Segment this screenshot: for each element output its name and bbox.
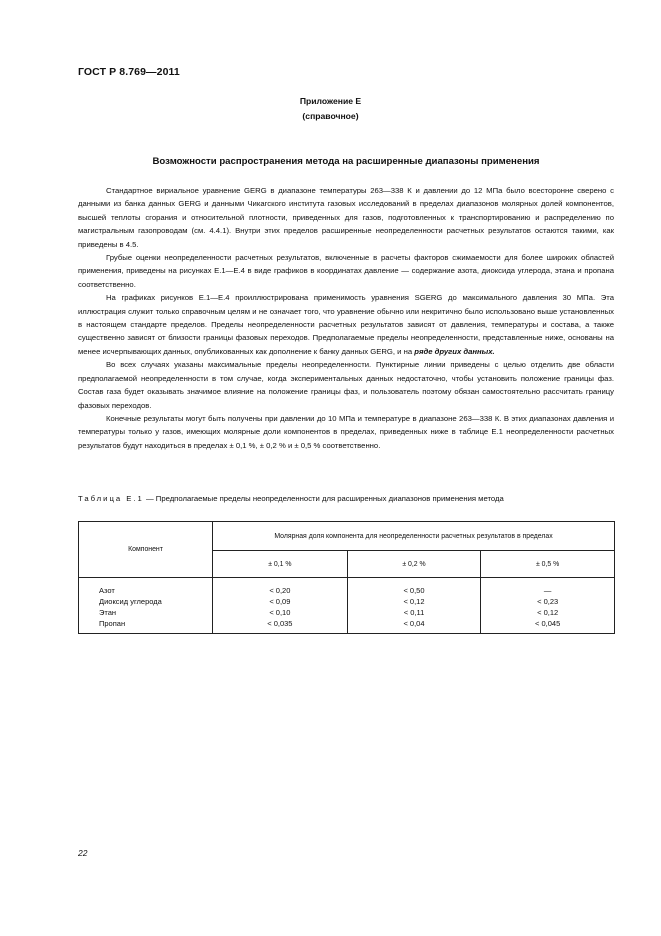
paragraph-1: Стандартное вириальное уравнение GERG в диапазоне температуры 263—338 К и давлении до 12 МПа было всесторонне сверено с данными из банка данных GERG и данными Чикагского института газовых исследований в пределах диапазонов молярных долей компонентов, высшей теплоты сгорания и относительной плотности, приведенных для газов, подготовленных к транспортированию и распределению по магистральным газопроводам (см. 4.4.1). Внутри этих пределов расширенные неопределенности расчетных результатов остаются такими, как приведены в 4.5. (78, 186, 614, 249)
paragraph-5: Конечные результаты могут быть получены при давлении до 10 МПа и температуре в диапазоне 263—338 К. В этих диапазонах давления и температуры только у газов, имеющих молярные доли компонентов в пределах, приведенных ниже в таблице Е.1 неопределенности расчетных результатов будут находиться в пределах ± 0,1 %, ± 0,2 % и ± 0,5 % соответственно. (78, 413, 614, 450)
component-names (79, 578, 213, 634)
annex-heading (0, 94, 661, 124)
table-row-name: Пропан (99, 619, 126, 628)
section-title: Возможности распространения метода на расширенные диапазоны применения (152, 156, 540, 167)
table-cell: < 0,10 (269, 608, 291, 617)
table-cell: < 0,035 (267, 619, 293, 628)
values-0-1 (213, 578, 348, 634)
table-cell: < 0,04 (403, 619, 425, 628)
paragraph-3 (78, 291, 614, 358)
table-body-row (79, 578, 615, 634)
table-cell: < 0,12 (537, 608, 559, 617)
col-header-0-5: ± 0,5 % (481, 551, 615, 578)
paragraph-2: Грубые оценки неопределенности расчетных результатов, включенные в расчеты факторов сжимаемости для более широких областей применения, приведены на рисунках Е.1—Е.4 в виде графиков в координатах давление — содержание азота, диоксида углерода, этана и пропана соответственно. (78, 253, 614, 289)
col-header-0-1: ± 0,1 % (213, 551, 348, 578)
table-row-name: Азот (99, 586, 115, 595)
table-cell: < 0,09 (269, 597, 291, 606)
table-cell: — (543, 586, 552, 595)
paragraph-4: Во всех случаях указаны максимальные пределы неопределенности. Пунктирные линии приведены с целью отделить две области предполагаемой неопределенности в том случае, когда экспериментальных данных недостаточно, чтобы установить положение границы фаз. Состав газа будет оказывать значимое влияние на положение границы фаз, и пользователь поэтому обязан самостоятельно рассчитать границу фазовых переходов. (78, 360, 614, 410)
table-cell: < 0,20 (269, 586, 291, 595)
col-header-component: Компонент (79, 522, 213, 578)
paragraph-3-emphasis: ряде других данных. (414, 346, 495, 356)
table-cell: < 0,045 (535, 619, 561, 628)
body-text (78, 184, 614, 452)
table-row-name: Диоксид углерода (99, 597, 162, 606)
annex-subtitle: (справочное) (302, 111, 359, 121)
values-0-5 (481, 578, 615, 634)
document-header: ГОСТ Р 8.769—2011 (78, 66, 180, 78)
uncertainty-table (78, 521, 615, 634)
annex-title: Приложение Е (299, 96, 362, 106)
table-row-name: Этан (99, 608, 117, 617)
col-header-0-2: ± 0,2 % (347, 551, 481, 578)
table-cell: < 0,11 (403, 608, 425, 617)
col-header-group: Молярная доля компонента для неопределенности расчетных результатов в пределах (213, 522, 615, 551)
table-cell: < 0,23 (537, 597, 559, 606)
table-cell: < 0,12 (403, 597, 425, 606)
table-caption-text: — Предполагаемые пределы неопределенности для расширенных диапазонов применения метода (145, 494, 504, 503)
table-cell: < 0,50 (403, 586, 425, 595)
table-caption (78, 493, 614, 504)
values-0-2 (347, 578, 481, 634)
table-label: Таблица Е.1 (78, 494, 144, 503)
paragraph-3-text: На графиках рисунков Е.1—Е.4 проиллюстрирована применимость уравнения SGERG до максимального давления 30 МПа. Эта иллюстрация служит только справочным целям и не означает того, что уравнение обычно или некритично было использовано выше установленных в настоящем стандарте пределов. Пределы неопределенности расчетных результатов зависят от давления, температуры и состава, а также существенно зависят от близости границы фазовых переходов. Предполагаемые пределы неопределенности, представленные ниже, основаны на менее исчерпывающих данных, опубликованных как дополнение к банку данных GERG, и на (78, 293, 614, 356)
page-number: 22 (78, 848, 88, 858)
